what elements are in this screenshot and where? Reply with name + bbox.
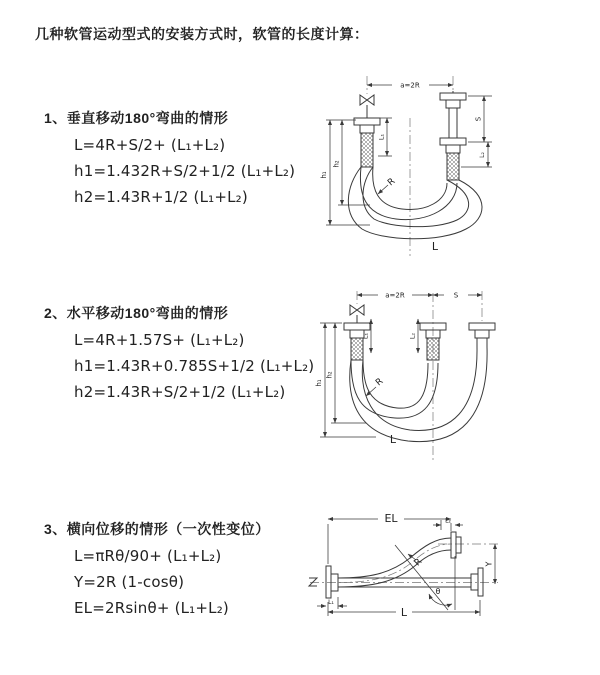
section3-formula-L: L=πRθ/90+ (L₁+L₂): [74, 547, 222, 565]
radius-label: R: [412, 556, 425, 569]
dim-label-el: EL: [384, 512, 398, 525]
section3-heading: 3、横向位移的情形（一次性变位）: [44, 521, 270, 537]
section1-formula-L: L=4R+S/2+ (L₁+L₂): [74, 136, 226, 154]
left-flange: [326, 566, 338, 598]
section1-formula-h1: h1=1.432R+S/2+1/2 (L₁+L₂): [74, 162, 296, 180]
diagram-horizontal-180-bend: [308, 283, 593, 468]
left-pipe-fitting: [354, 118, 380, 167]
page-title: 几种软管运动型式的安装方式时，软管的长度计算：: [35, 26, 369, 42]
valve-icon: [360, 95, 374, 105]
dim-label-y: Y: [484, 561, 494, 567]
section1-heading: 1、垂直移动180°弯曲的情形: [44, 110, 229, 126]
section2-formula-h2: h2=1.43R+S/2+1/2 (L₁+L₂): [74, 383, 286, 401]
section2-formula-L: L=4R+1.57S+ (L₁+L₂): [74, 331, 245, 349]
section2-formula-h1: h1=1.43R+0.785S+1/2 (L₁+L₂): [74, 357, 315, 375]
dim-label-s: S: [474, 116, 483, 122]
section2-heading: 2、水平移动180°弯曲的情形: [44, 305, 229, 321]
length-label: L: [431, 240, 439, 253]
radius-label: R: [374, 376, 386, 389]
dim-label-h2: h₂: [325, 371, 334, 379]
dimension-lines: [317, 519, 495, 616]
hose-curves: [350, 347, 487, 442]
dim-label-l2: L₂: [408, 332, 417, 340]
s-curve-hose: [338, 538, 451, 587]
dim-label-l1: L₁: [377, 133, 386, 141]
dim-label-a2r: a=2R: [400, 81, 420, 90]
length-label: L: [400, 606, 408, 619]
left-pipe-fitting: [344, 323, 370, 360]
radius-label: R: [386, 176, 398, 189]
pipe-break-symbol: [309, 578, 317, 586]
dimension-lines: [326, 85, 492, 225]
angle-label: θ: [435, 587, 441, 596]
length-label: L: [389, 433, 397, 446]
dim-label-l1: L₁: [361, 332, 370, 340]
shifted-pipe-fitting: [469, 323, 495, 347]
centerlines: [357, 291, 482, 461]
upper-flange: [451, 532, 461, 558]
dim-label-l2: L₂: [479, 152, 486, 158]
diagram-lateral-displacement: [298, 494, 598, 662]
valve-icon: [350, 305, 364, 315]
dim-label-h1: h₁: [315, 379, 323, 387]
dim-label-l1-bottom: L₁: [328, 599, 334, 606]
diagram-vertical-180-bend: [308, 68, 593, 263]
dim-label-l2-top: L₂: [445, 517, 451, 525]
section3-formula-Y: Y=2R (1-cosθ): [74, 573, 185, 591]
section1-formula-h2: h2=1.43R+1/2 (L₁+L₂): [74, 188, 248, 206]
dim-label-h1: h₁: [320, 171, 328, 179]
hose-curves: [348, 167, 482, 239]
section3-formula-EL: EL=2Rsinθ+ (L₁+L₂): [74, 599, 229, 617]
dim-label-s: S: [453, 291, 459, 300]
centerlines: [367, 76, 453, 256]
dim-label-a2r: a=2R: [385, 291, 405, 300]
right-flange: [471, 568, 483, 596]
dim-label-h2: h₂: [332, 160, 341, 168]
